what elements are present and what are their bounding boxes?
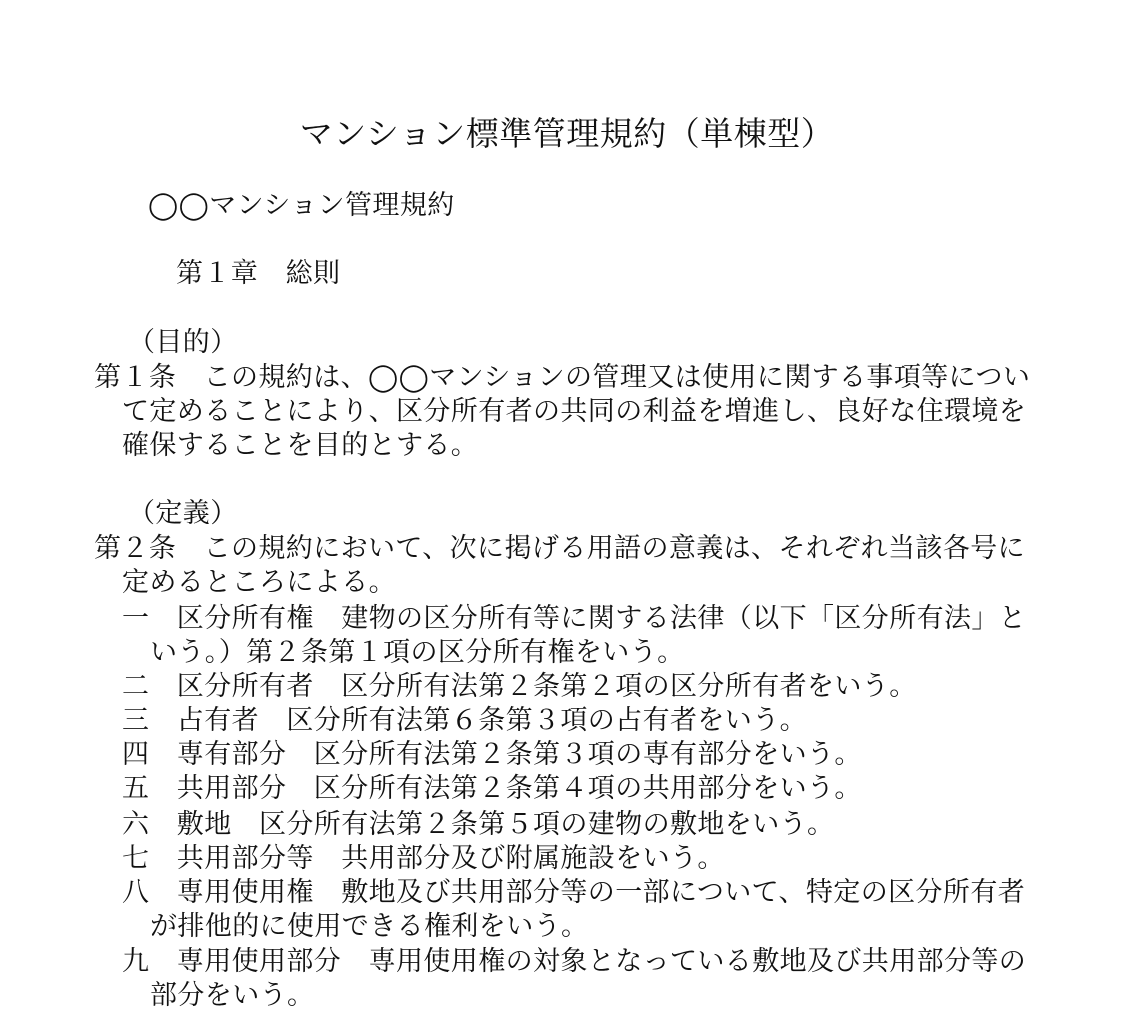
definition-item-1-line-2: いう。）第２条第１項の区分所有権をいう。 <box>150 637 685 668</box>
definition-item-3: 三 占有者 区分所有法第６条第３項の占有者をいう。 <box>122 705 807 736</box>
definition-item-5: 五 共用部分 区分所有法第２条第４項の共用部分をいう。 <box>122 773 862 804</box>
document-title: マンション標準管理規約（単棟型） <box>299 114 835 153</box>
article-2-line-1: 第２条 この規約において、次に掲げる用語の意義は、それぞれ当該各号に <box>94 533 1026 564</box>
definition-item-4: 四 専有部分 区分所有法第２条第３項の専有部分をいう。 <box>122 739 862 770</box>
definition-item-9-line-1: 九 専用使用部分 専用使用権の対象となっている敷地及び共用部分等の <box>122 946 1027 977</box>
definition-item-9-line-2: 部分をいう。 <box>150 980 315 1011</box>
chapter-heading: 第１章 総則 <box>176 258 341 289</box>
bylaws-name: ◯◯マンション管理規約 <box>148 190 455 221</box>
article-1-line-3: 確保することを目的とする。 <box>122 430 479 461</box>
definition-item-8-line-1: 八 専用使用権 敷地及び共用部分等の一部について、特定の区分所有者 <box>122 877 1026 908</box>
article-1-line-2: て定めることにより、区分所有者の共同の利益を増進し、良好な住環境を <box>122 396 1027 427</box>
definition-item-6: 六 敷地 区分所有法第２条第５項の建物の敷地をいう。 <box>122 809 835 840</box>
definition-item-1-line-1: 一 区分所有権 建物の区分所有等に関する法律（以下「区分所有法」と <box>122 603 1027 634</box>
article-1-line-1: 第１条 この規約は、◯◯マンションの管理又は使用に関する事項等につい <box>94 362 1031 393</box>
article-1-heading: （目的） <box>128 327 238 358</box>
definition-item-8-line-2: が排他的に使用できる権利をいう。 <box>150 911 589 942</box>
definition-item-2: 二 区分所有者 区分所有法第２条第２項の区分所有者をいう。 <box>122 671 917 702</box>
article-2-heading: （定義） <box>128 498 238 529</box>
article-2-line-2: 定めるところによる。 <box>122 567 396 598</box>
definition-item-7: 七 共用部分等 共用部分及び附属施設をいう。 <box>122 843 725 874</box>
